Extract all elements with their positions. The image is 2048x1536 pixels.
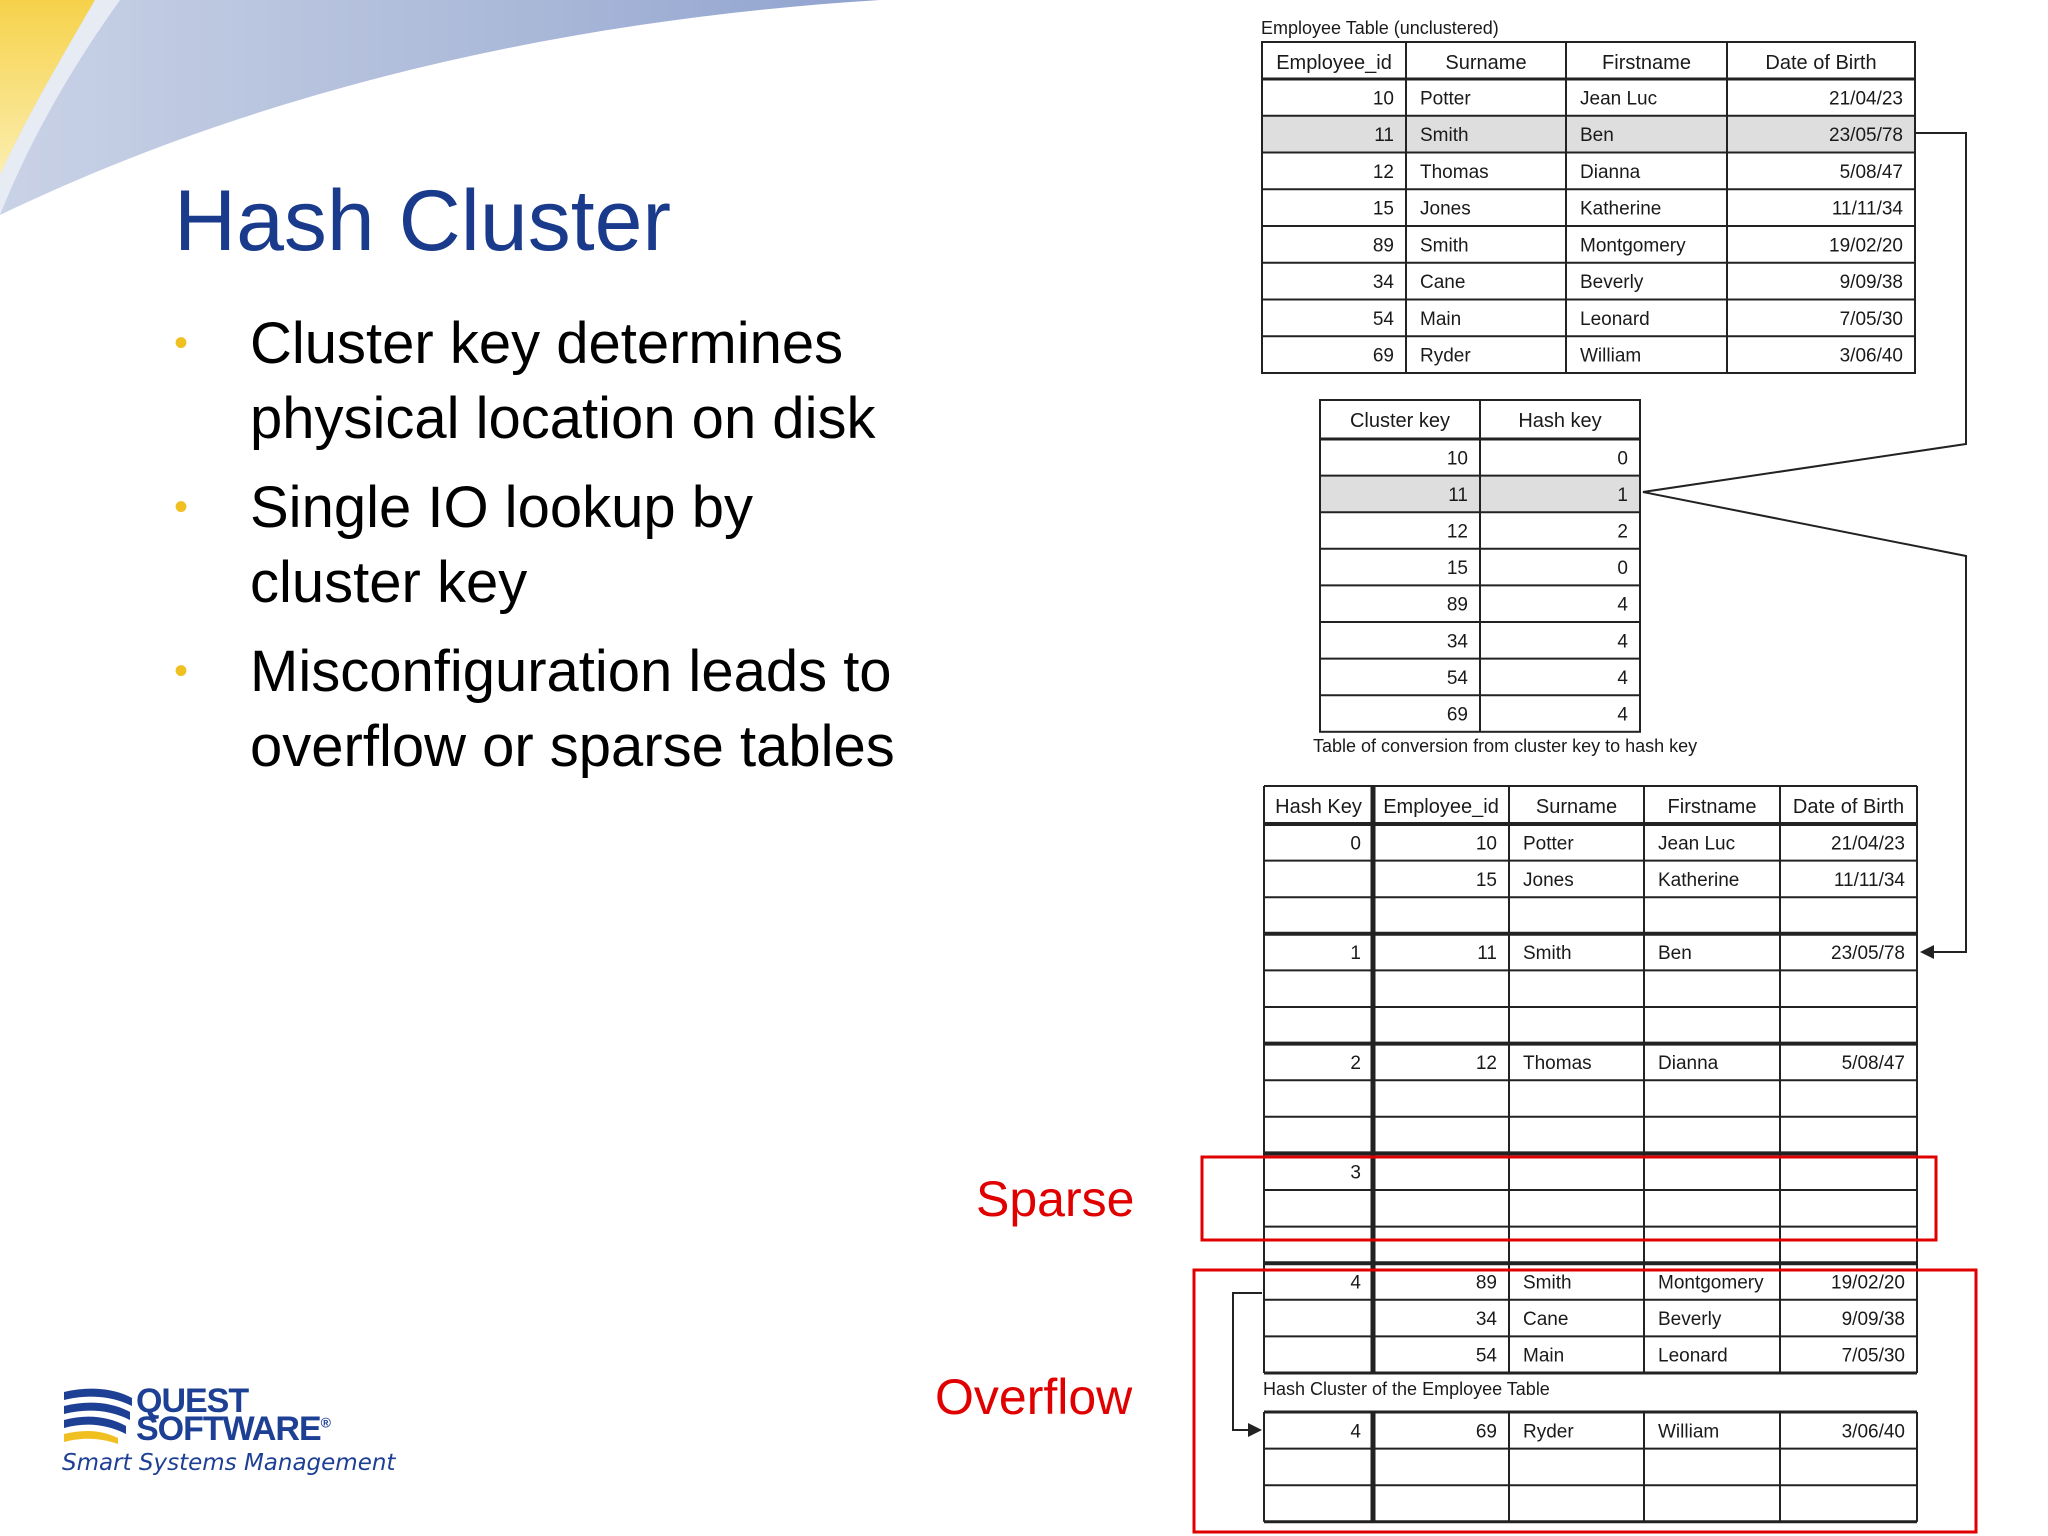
table-cell: 10 — [1372, 88, 1394, 110]
table-cell: Cane — [1420, 272, 1466, 294]
table-cell: Leonard — [1658, 1345, 1728, 1367]
table-cell: 1 — [1617, 484, 1628, 506]
table-cell: 54 — [1475, 1345, 1497, 1367]
table-cell: 34 — [1446, 631, 1468, 653]
table-cell: 11 — [1448, 484, 1468, 506]
table-cell: Katherine — [1658, 869, 1740, 891]
table-cell: 5/08/47 — [1839, 161, 1903, 183]
table-cell: 7/05/30 — [1839, 308, 1903, 330]
table-cell: Jean Luc — [1658, 833, 1736, 855]
table-cell: 2 — [1617, 521, 1628, 543]
bullet-dot-icon: • — [174, 485, 189, 529]
bullet-text: Cluster key determines physical location on disk — [250, 311, 876, 451]
table-cell: 69 — [1446, 704, 1468, 726]
table-cell: Smith — [1523, 1272, 1572, 1294]
table-cell: Potter — [1523, 833, 1574, 855]
bullet-dot-icon: • — [174, 649, 189, 693]
table-cell: Leonard — [1580, 308, 1650, 330]
table-cell: 5/08/47 — [1841, 1052, 1905, 1074]
table-cell: 10 — [1475, 833, 1497, 855]
slide-title: Hash Cluster — [174, 173, 672, 269]
table-cell: 2 — [1350, 1052, 1361, 1074]
column-header: Surname — [1445, 52, 1527, 74]
column-header: Firstname — [1602, 52, 1691, 74]
bullet-text: Misconfiguration leads to overflow or sparse tables — [250, 639, 895, 779]
table-cell: 10 — [1446, 448, 1468, 470]
table-cell: 89 — [1475, 1272, 1497, 1294]
table-cell: 12 — [1446, 521, 1468, 543]
overflow-label: Overflow — [935, 1369, 1133, 1425]
table-cell: Smith — [1523, 943, 1572, 965]
table-cell: 0 — [1617, 558, 1628, 580]
table-cell: Ben — [1580, 125, 1614, 147]
table-cell: 69 — [1475, 1421, 1497, 1443]
table-cell: Ben — [1658, 943, 1692, 965]
column-header: Surname — [1535, 796, 1618, 818]
table-cell: 34 — [1475, 1309, 1497, 1331]
table-cell: 4 — [1617, 667, 1628, 689]
sparse-label: Sparse — [976, 1171, 1135, 1227]
table-cell: 3/06/40 — [1841, 1421, 1905, 1443]
table-cell: 0 — [1617, 448, 1628, 470]
table-cell: Thomas — [1523, 1052, 1592, 1074]
column-header: Cluster key — [1349, 410, 1451, 432]
table-cell: 12 — [1475, 1052, 1497, 1074]
table-cell: 11/11/34 — [1831, 198, 1903, 220]
table-cell: 54 — [1446, 667, 1468, 689]
table-cell: 15 — [1475, 869, 1497, 891]
table-cell: 69 — [1372, 345, 1394, 367]
table-cell: Jones — [1420, 198, 1471, 220]
table-cell: Beverly — [1580, 272, 1644, 294]
table-cell: 11 — [1374, 125, 1394, 147]
table-cell: 4 — [1617, 594, 1628, 616]
column-header: Employee_id — [1276, 52, 1392, 74]
conversion-table-caption: Table of conversion from cluster key to hash key — [1313, 736, 1698, 756]
table-cell: 4 — [1350, 1272, 1361, 1294]
table-cell: Dianna — [1658, 1052, 1719, 1074]
table-cell: Dianna — [1580, 161, 1641, 183]
table-cell: 15 — [1446, 558, 1468, 580]
table-cell: Montgomery — [1658, 1272, 1764, 1294]
table-cell: Montgomery — [1580, 235, 1686, 257]
table-cell: 19/02/20 — [1829, 235, 1903, 257]
table-cell: Ryder — [1523, 1421, 1574, 1443]
table-cell: 23/05/78 — [1831, 943, 1905, 965]
column-header: Date of Birth — [1765, 52, 1877, 74]
table-cell: 21/04/23 — [1831, 833, 1905, 855]
table-cell: 0 — [1350, 833, 1361, 855]
table-cell: Ryder — [1420, 345, 1471, 367]
table-cell: William — [1658, 1421, 1720, 1443]
column-header: Hash Key — [1275, 796, 1362, 818]
table-cell: Thomas — [1420, 161, 1489, 183]
column-header: Employee_id — [1383, 796, 1499, 818]
table-cell: Main — [1420, 308, 1462, 330]
table-cell: 21/04/23 — [1829, 88, 1903, 110]
table-cell: 54 — [1372, 308, 1394, 330]
table-cell: Jones — [1523, 869, 1574, 891]
arrow-head-icon — [1920, 945, 1934, 959]
table-cell: Potter — [1420, 88, 1471, 110]
table-cell: 89 — [1372, 235, 1394, 257]
table-cell: Cane — [1523, 1309, 1569, 1331]
table-cell: 11/11/34 — [1833, 869, 1905, 891]
table-cell: Smith — [1420, 125, 1469, 147]
bullet-dot-icon: • — [174, 321, 189, 365]
table-cell: Beverly — [1658, 1309, 1722, 1331]
table-cell: 9/09/38 — [1841, 1309, 1905, 1331]
table-cell: 4 — [1617, 704, 1628, 726]
column-header: Date of Birth — [1792, 796, 1905, 818]
table-cell: 4 — [1350, 1421, 1361, 1443]
table-cell: Main — [1523, 1345, 1565, 1367]
bullet-text: Single IO lookup by cluster key — [250, 475, 753, 615]
registered-mark: ® — [320, 1414, 330, 1431]
employee-table-caption: Employee Table (unclustered) — [1261, 18, 1499, 38]
table-cell: 12 — [1372, 161, 1394, 183]
column-header: Hash key — [1518, 410, 1602, 432]
table-cell: 89 — [1446, 594, 1468, 616]
table-cell: 9/09/38 — [1839, 272, 1903, 294]
table-cell: 4 — [1617, 631, 1628, 653]
table-cell: Katherine — [1580, 198, 1662, 220]
table-cell: Jean Luc — [1580, 88, 1658, 110]
table-cell: 3/06/40 — [1839, 345, 1903, 367]
table-cell: 3 — [1350, 1162, 1361, 1184]
table-cell: William — [1580, 345, 1642, 367]
logo-tagline: Smart Systems Management — [62, 1450, 396, 1476]
hash-cluster-caption: Hash Cluster of the Employee Table — [1263, 1379, 1550, 1399]
arrow-head-icon — [1248, 1423, 1262, 1437]
table-cell: 34 — [1372, 272, 1394, 294]
table-cell: 19/02/20 — [1831, 1272, 1905, 1294]
logo-software: SOFTWARE® — [136, 1410, 330, 1448]
table-cell: 7/05/30 — [1841, 1345, 1905, 1367]
logo-quest: QUEST — [136, 1382, 249, 1420]
table-cell: 15 — [1372, 198, 1394, 220]
column-header: Firstname — [1667, 796, 1757, 818]
table-cell: Smith — [1420, 235, 1469, 257]
table-cell: 1 — [1350, 943, 1361, 965]
table-cell: 11 — [1477, 943, 1497, 965]
table-cell: 23/05/78 — [1829, 125, 1903, 147]
overflow-chain-line — [1233, 1293, 1262, 1430]
